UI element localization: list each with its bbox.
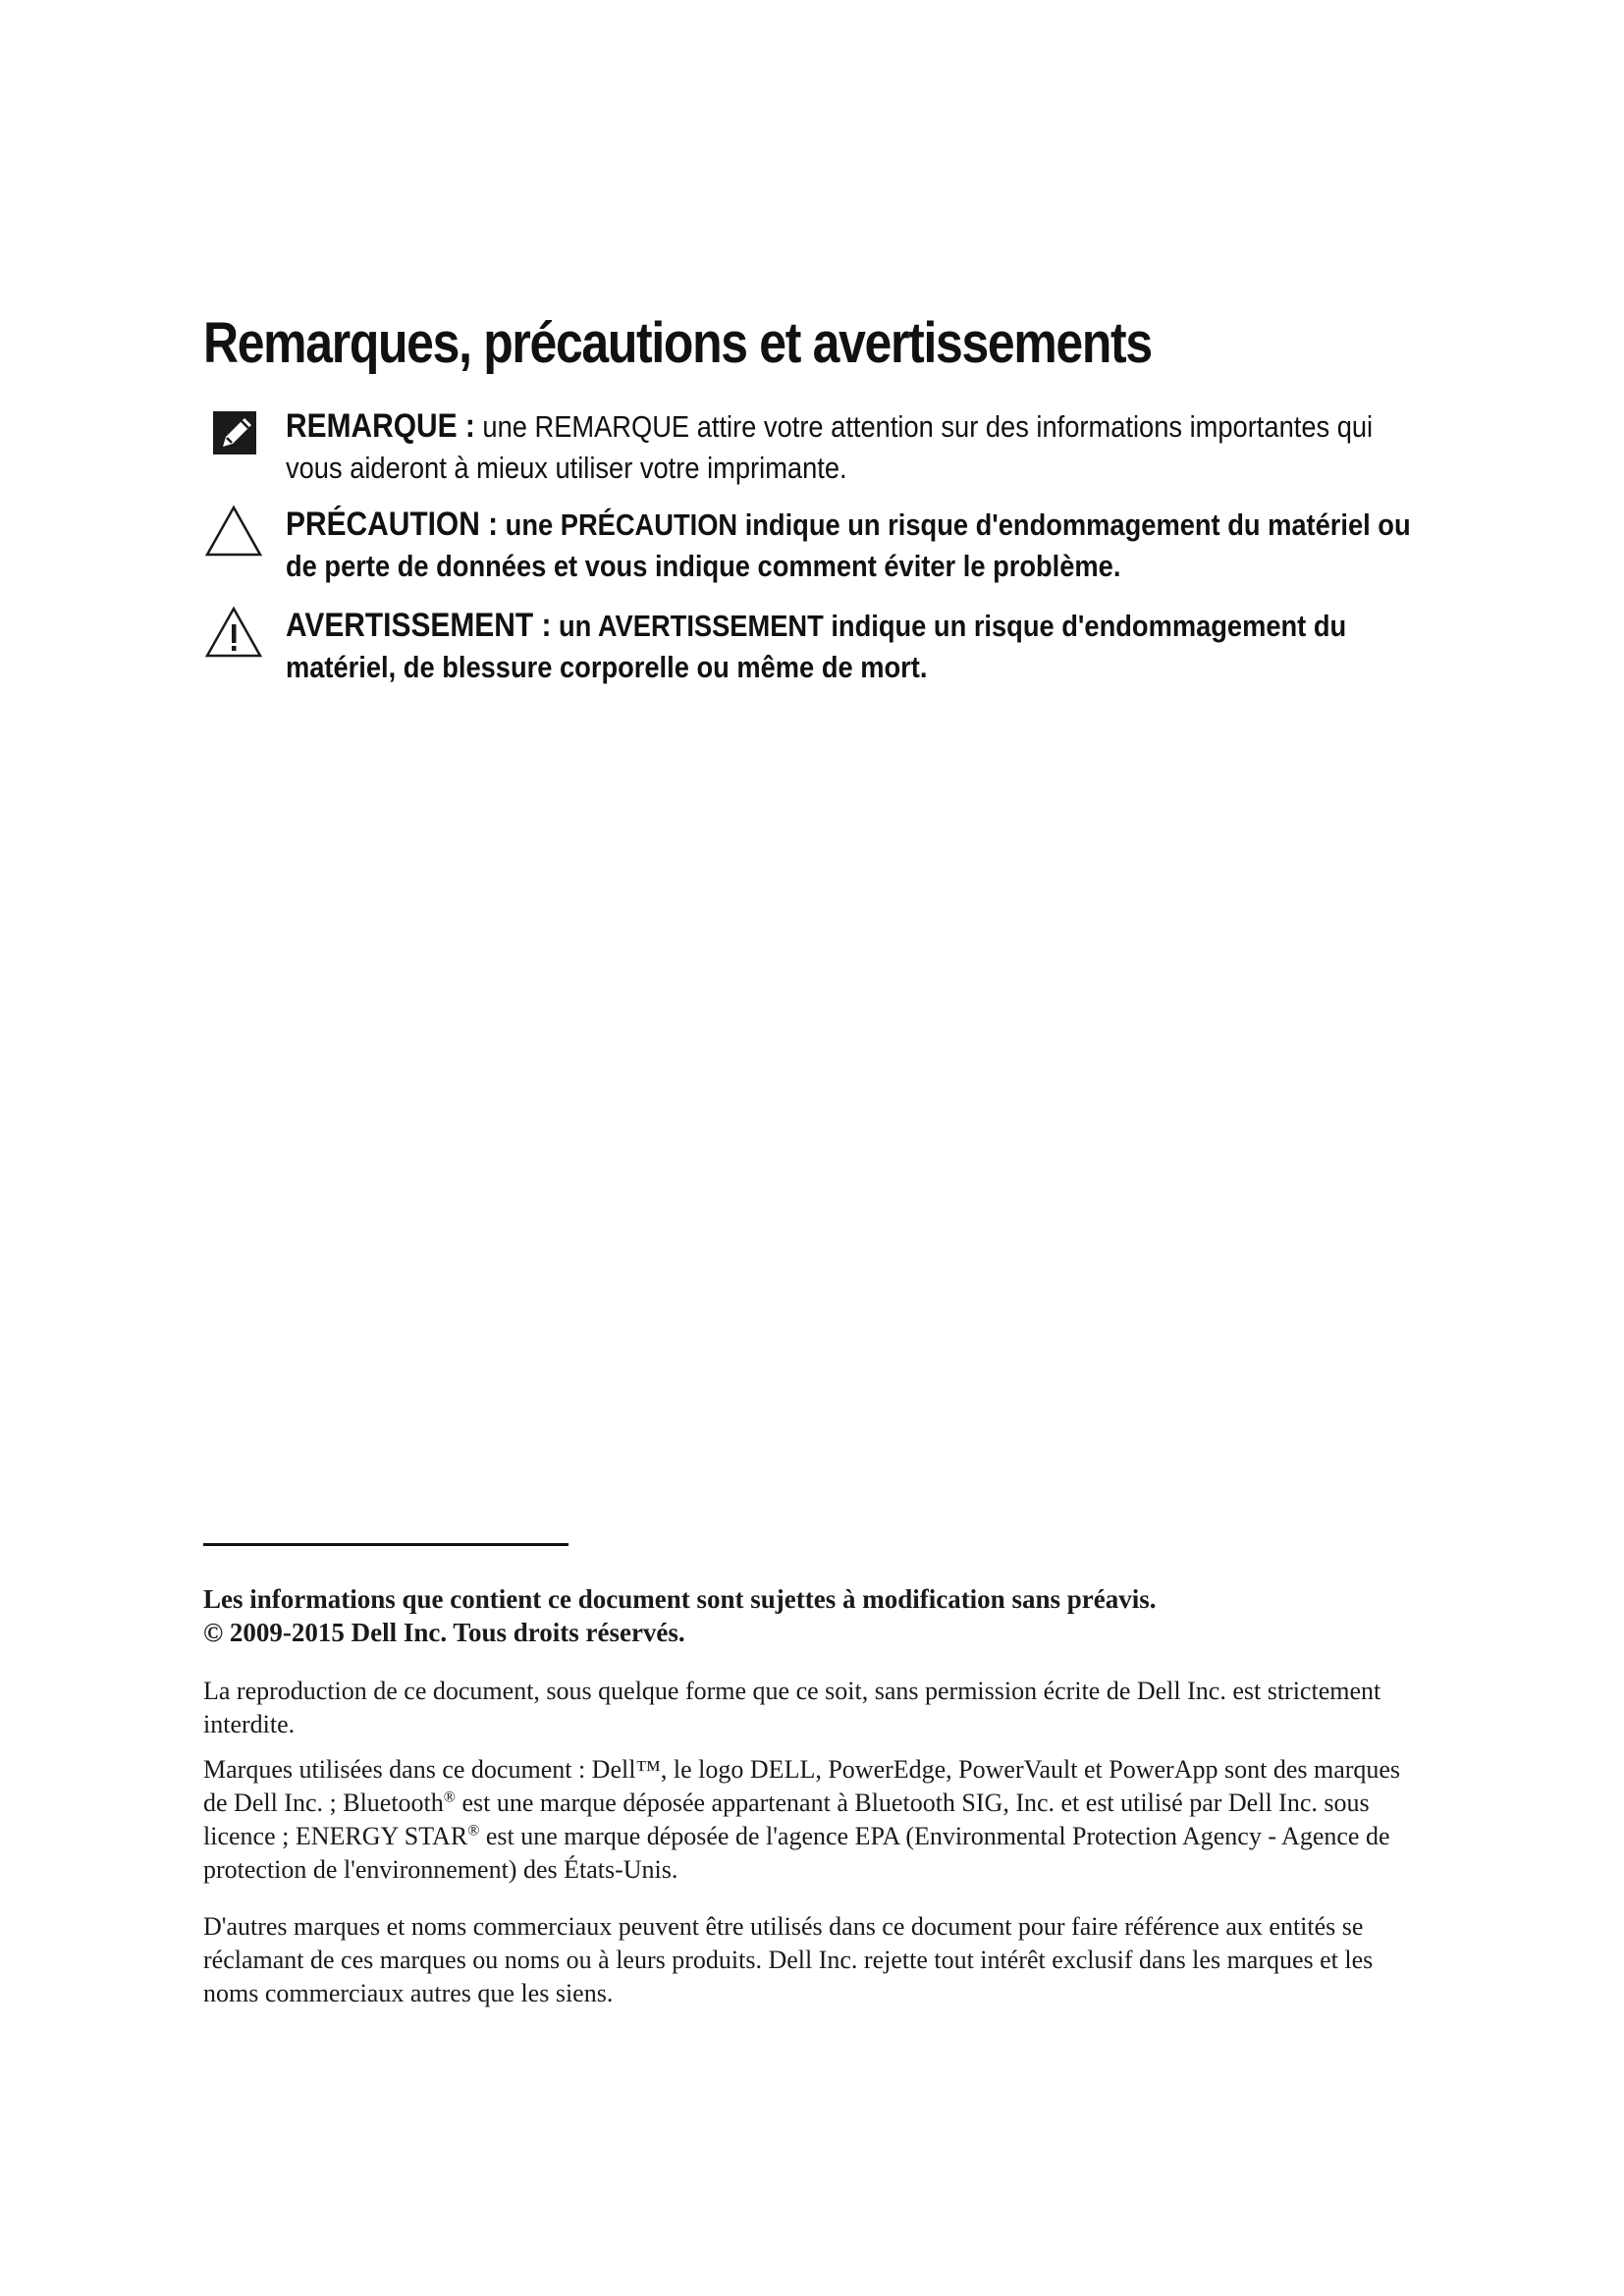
- note-label: REMARQUE :: [286, 407, 475, 445]
- note-body: une REMARQUE attire votre attention sur des informations importantes qui vous aideront à mieux utiliser votre imprimante.: [286, 409, 1374, 485]
- caution-triangle-icon: [203, 504, 264, 559]
- trademarks-paragraph: [203, 1753, 1401, 1887]
- caution-body: une PRÉCAUTION indique un risque d'endommagement du matériel ou de perte de données et vous indique comment éviter le problème.: [286, 507, 1411, 583]
- warning-exclamation-triangle-icon: [203, 605, 264, 660]
- other-marks-paragraph: [203, 1910, 1401, 2010]
- note-text: [286, 405, 1427, 489]
- warning-label: AVERTISSEMENT :: [286, 607, 552, 644]
- reproduction-text: La reproduction de ce document, sous quelque forme que ce soit, sans permission écrite de Dell Inc. est strictement interdite.: [203, 1677, 1381, 1738]
- warning-text: [286, 605, 1427, 688]
- legal-header: [203, 1582, 1401, 1649]
- footnote-divider: [203, 1543, 568, 1546]
- trademarks-text: [203, 1753, 1401, 1887]
- disclaimer-text: Les informations que contient ce document sont sujettes à modification sans préavis.: [203, 1584, 1157, 1614]
- trademarks-part-2: est une marque déposée appartenant à Bluetooth SIG, Inc. et est utilisé par Dell Inc. sous licence ; ENERGY STAR: [203, 1789, 1370, 1850]
- registered-mark-2: ®: [467, 1822, 480, 1840]
- warning-body: un AVERTISSEMENT indique un risque d'endommagement du matériel, de blessure corporelle ou même de mort.: [286, 609, 1347, 684]
- note-pencil-icon: [203, 405, 264, 460]
- caution-text: [286, 504, 1427, 587]
- trademarks-part-1: Marques utilisées dans ce document : Dell™, le logo DELL, PowerEdge, PowerVault et PowerApp sont des marques de Dell Inc. ; Bluetooth: [203, 1755, 1401, 1817]
- page-title: Remarques, précautions et avertissements: [203, 311, 1152, 375]
- reproduction-paragraph: [203, 1675, 1401, 1741]
- trademarks-part-3: est une marque déposée de l'agence EPA (Environmental Protection Agency - Agence de protection de l'environnement) des États-Unis.: [203, 1822, 1390, 1884]
- other-marks-text: D'autres marques et noms commerciaux peuvent être utilisés dans ce document pour faire référence aux entités se réclamant de ces marques ou noms ou à leurs produits. Dell Inc. rejette tout intérêt exclusif dans les marques et les noms commerciaux autres que les siens.: [203, 1912, 1374, 2007]
- registered-mark-1: ®: [443, 1789, 456, 1806]
- copyright-text: © 2009-2015 Dell Inc. Tous droits réservés.: [203, 1618, 685, 1647]
- caution-label: PRÉCAUTION :: [286, 506, 499, 543]
